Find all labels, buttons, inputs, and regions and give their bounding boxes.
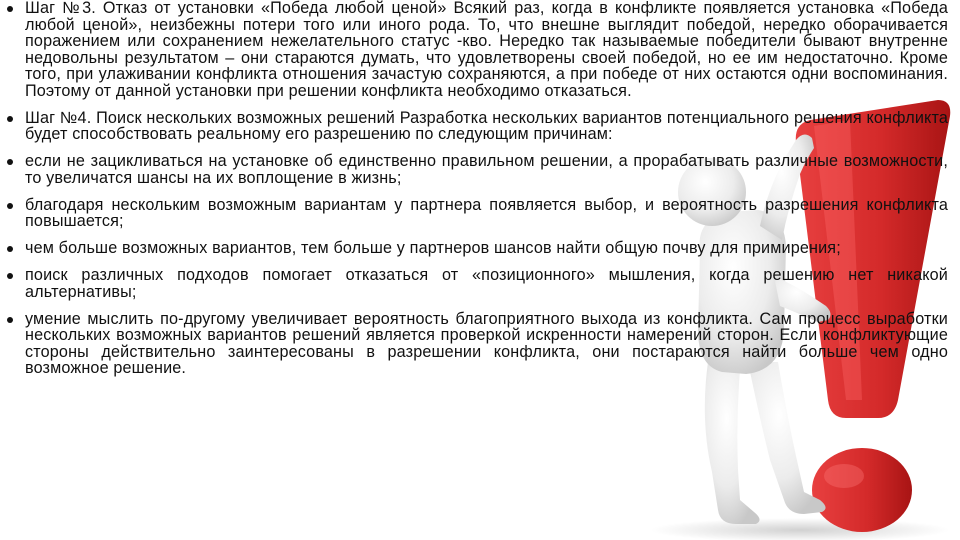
list-item (0, 240, 948, 257)
bullet-dot-icon (7, 273, 13, 279)
list-item (0, 197, 948, 230)
bullet-dot-icon (7, 246, 13, 252)
list-item (0, 267, 948, 300)
bullet-text: если не зацикливаться на установке об единственно правильном решении, а прорабатывать различные возможности, то увеличатся шансы на их воплощение в жизнь; (25, 152, 948, 187)
list-item (0, 153, 948, 186)
bullet-text: Шаг №3. Отказ от установки «Победа любой ценой» Всякий раз, когда в конфликте появляется установка «Победа любой ценой», неизбежны потери того или иного рода. То, что внешне выглядит победой, нередко оборачивается поражением или сохранением нежелательного статус -кво. Нередко так называемые победители бывают внутренне недовольны результатом – они стараются думать, что удовлетворены своей победой, но ее им недостаточно. Кроме того, при улаживании конфликта отношения зачастую сохраняются, а при победе от них остаются одни воспоминания. Поэтому от данной установки при решении конфликта необходимо отказаться. (25, 0, 948, 100)
floor-shadow (650, 518, 950, 540)
exclamation-dot (812, 448, 912, 532)
list-item (0, 311, 948, 377)
bullet-text: чем больше возможных вариантов, тем больше у партнеров шансов найти общую почву для примирения; (25, 239, 841, 257)
bullet-text: Шаг №4. Поиск нескольких возможных решений Разработка нескольких вариантов потенциального решения конфликта будет способствовать реальному его разрешению по следующим причинам: (25, 108, 948, 143)
list-item (0, 0, 948, 99)
exclamation-dot-highlight (824, 464, 864, 488)
bullet-text: умение мыслить по-другому увеличивает вероятность благоприятного выхода из конфликта. Сам процесс выработки нескольких возможных вариантов решений является проверкой искренности намерений сторон. Если конфликтующие стороны действительно заинтересованы в разрешении конфликта, они постараются найти больше чем одно возможное решение. (25, 309, 948, 377)
bullet-dot-icon (7, 116, 13, 122)
bullet-dot-icon (7, 6, 13, 12)
bullet-text: поиск различных подходов помогает отказаться от «позиционного» мышления, когда решению нет никакой альтернативы; (25, 266, 948, 301)
list-item (0, 110, 948, 143)
bullet-text: благодаря нескольким возможным вариантам у партнера появляется выбор, и вероятность разрешения конфликта повышается; (25, 195, 948, 230)
bullet-dot-icon (7, 159, 13, 165)
bullet-dot-icon (7, 317, 13, 323)
bullet-dot-icon (7, 203, 13, 209)
